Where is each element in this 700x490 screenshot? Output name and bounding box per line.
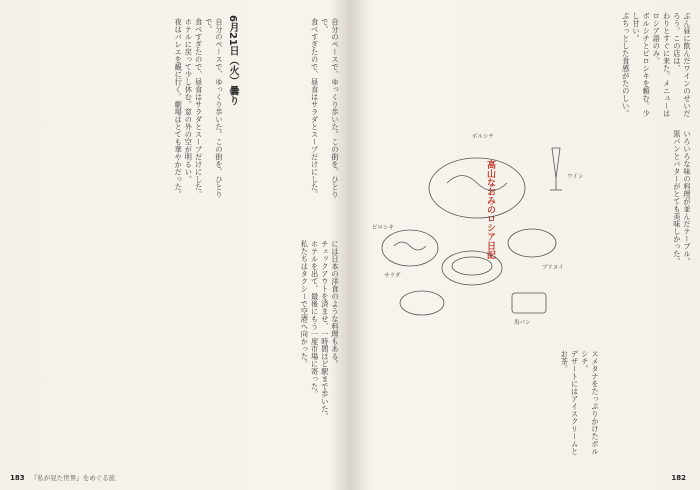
left-top-text-right — [245, 18, 340, 198]
paragraph: ボルシチとピロシキを頼む。少し甘い。 — [631, 12, 652, 117]
left-page — [0, 0, 348, 490]
right-page — [352, 0, 700, 490]
illustration-label: ボルシチ — [472, 134, 494, 140]
right-footer — [671, 474, 690, 482]
blini-plate — [508, 229, 556, 257]
paragraph: 黒パンとバターがとても美味しかった。 — [672, 130, 682, 265]
right-bottom-text — [360, 350, 600, 460]
bread-board — [512, 293, 546, 313]
left-top-text — [14, 18, 224, 198]
paragraph: 自分のペースで、ゆっくり歩いた。この街を、ひとりで。 — [204, 18, 224, 198]
paragraph: 食べすぎたので、昼食はサラダとスープだけにした。 — [194, 18, 204, 198]
paragraph: いろいろな味の料理が並んだテーブル。 — [683, 130, 692, 265]
salad-plate — [382, 230, 438, 266]
running-title: 『私が見た世界』をめぐる旅 — [30, 474, 116, 482]
paragraph: 夜はバレエを観に行く。劇場はとても華やかだった。 — [174, 18, 184, 198]
paragraph: スメタナをたっぷりかけたボルシチ。 — [580, 350, 600, 455]
illustration-label: ピロシキ — [372, 225, 395, 231]
left-footer — [10, 473, 115, 482]
sketch-drawing — [362, 128, 587, 343]
left-bottom-text — [10, 240, 340, 458]
date-heading: 6月21日（火）曇り — [227, 15, 238, 106]
paragraph: 私たちはタクシーで空港へ向かった。 — [300, 240, 310, 368]
paragraph: 食べすぎたので、昼食はサラダとスープだけにした。 — [310, 18, 320, 198]
paragraph: には日本の洋食のような料理もある。 — [331, 240, 340, 368]
section-label: 高山なおみのロシア日記 — [485, 160, 495, 259]
paragraph: デザートにはアイスクリームとお茶。 — [560, 350, 580, 455]
large-platter — [429, 158, 525, 218]
right-side-text — [602, 130, 692, 460]
paragraph: ホテルに戻って少し休む。窓の外の空が明るい。 — [184, 18, 194, 183]
paragraph: わりとすぐに来た。メニューはロシア語のみ。 — [652, 12, 672, 117]
page-number: 182 — [671, 474, 686, 482]
right-top-text — [372, 12, 692, 122]
page-number: 183 — [10, 474, 25, 482]
paragraph: チェックアウトを済ませ、一時間ほど駅まで歩いた。 — [320, 240, 330, 420]
paragraph: ぶん昼に飲んだワインのせいだろう。この店は、 — [672, 12, 692, 117]
paragraph: ぶちっとした食感がたのしい。 — [621, 12, 631, 117]
paragraph: 自分のペースで、ゆっくり歩いた。この街を、ひとりで。 — [320, 18, 340, 198]
illustration-label: ブリヌイ — [542, 265, 564, 271]
illustration-label: ワイン — [567, 174, 584, 180]
food-illustration — [362, 128, 587, 343]
illustration-label: サラダ — [384, 273, 401, 279]
paragraph: ホテルを出て、最後にもう一度市場に寄った。 — [310, 240, 320, 398]
small-dish — [400, 291, 444, 315]
illustration-label: 黒パン — [514, 320, 531, 326]
soup-bowl — [442, 251, 502, 285]
wine-glass — [552, 148, 560, 178]
